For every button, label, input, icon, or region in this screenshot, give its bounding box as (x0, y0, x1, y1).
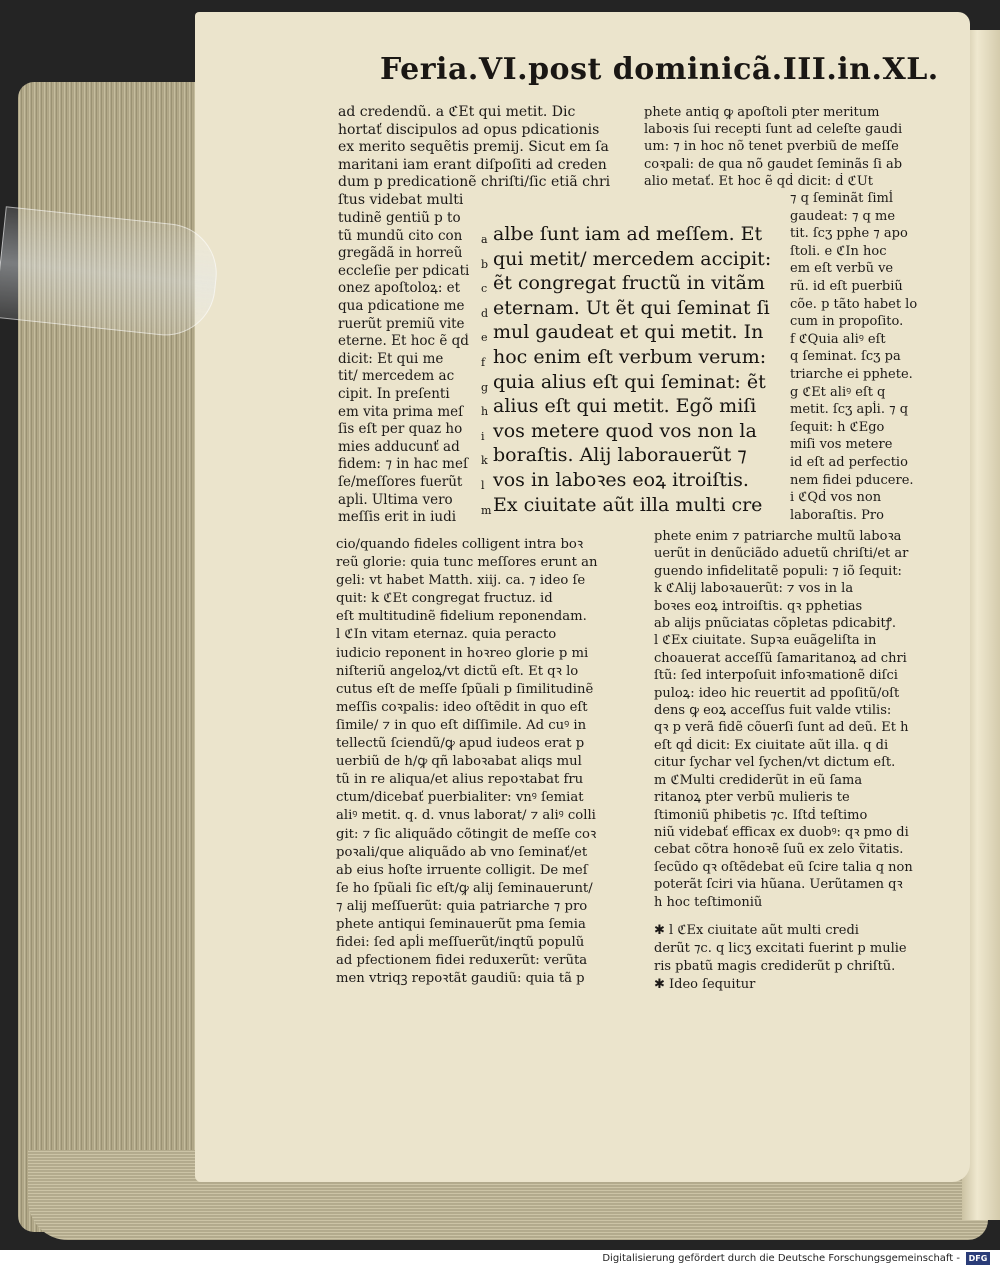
text-line: eſt qḋ dicit: Ex ciuitate aũt illa. q di (654, 737, 889, 753)
bible-text-block (481, 222, 778, 517)
text-line: ſimile/ ⁊ in quo eſt diſſimile. Ad cuꝰ in (336, 717, 587, 733)
text-line: niſteriũ angeloꝝ/vt dictũ eſt. Et qꝛ lo (336, 663, 579, 679)
text-line: ab eius hoſte irruente colligit. De meſ (336, 862, 588, 878)
text-line: ſe/meſſores fuerũt (338, 473, 463, 490)
text-line: ſis eſt per quaz ho (338, 421, 463, 438)
bible-line-text: ẽt congregat fructũ in vitãm (493, 272, 765, 295)
text-line: poꝛali/que aliquãdo ab vno ſeminať/et (336, 844, 588, 860)
text-line: apĺi. Ultima vero (338, 491, 453, 508)
bible-line-marker: h (481, 405, 489, 419)
text-line: id eſt ad perfectio (790, 454, 908, 470)
bible-line-marker: c (481, 282, 488, 296)
text-line: g ℭEt aliꝰ eſt q (790, 384, 886, 400)
text-line: tũ in re aliqua/et alius repoꝛtabat fru (336, 772, 584, 788)
text-line: nem fidei pducere. (790, 472, 914, 488)
bible-line-marker: g (481, 380, 489, 394)
bible-line-marker: b (481, 257, 489, 271)
text-line: reũ glorie: quia tunc meſſores erunt an (336, 555, 598, 571)
text-line: onez apoſtoloꝝ: et (338, 280, 461, 297)
text-line: alio metať. Et hoc ẽ qḋ dicit: ḋ ℭUt (644, 173, 873, 189)
right-column-bottom (654, 528, 926, 911)
text-line: niũ videbať efficax ex duobꝰ: qꝛ pmo di (654, 824, 909, 840)
page-heading: Feria.VI.post dominicã.III.in.XL. (380, 52, 939, 87)
text-line: meſſis erit in iudi (338, 509, 457, 526)
text-line: cum in propoſito. (790, 314, 904, 330)
bible-line-marker: f (481, 355, 486, 369)
text-line: rũ. id eſt puerbiũ (790, 278, 903, 294)
bible-line (481, 345, 778, 370)
text-line: cio/quando fideles colligent intra boꝛ (336, 537, 584, 552)
text-line: l ℭEx ciuitate. Supꝛa euãgeliſta in (654, 633, 877, 649)
text-line: uerũt in denũciãdo aduetũ chriſti/et ar (654, 546, 909, 562)
text-line: dens ꝙ eoꝝ acceſſus fuit valde vtilis: (654, 703, 892, 719)
text-line: hortať discipulos ad opus pdicationis (338, 121, 600, 138)
text-line: gregãdã in horreũ (338, 245, 463, 262)
bible-line-marker: k (481, 454, 488, 468)
text-line: f ℭQuia aliꝰ eſt (790, 331, 886, 347)
bible-line-text: Ex ciuitate aũt illa multi cre (493, 493, 763, 516)
text-line: fidem: ⁊ in hac meſ (338, 456, 468, 473)
text-line: qꝛ p verã fidẽ cõuerſi ſunt ad deũ. Et h (654, 720, 909, 736)
text-line: eſt multitudinẽ fidelium reponendam. (336, 609, 587, 625)
text-line: dicit: Et qui me (338, 350, 444, 367)
bible-line (481, 247, 778, 272)
text-line: ſecũdo qꝛ oſtẽdebat eũ ſcire talia q non (654, 859, 913, 875)
text-line: triarche ei pphete. (790, 366, 913, 382)
text-line: ⁊ q ſeminãt ſimĺ (790, 191, 893, 206)
text-line: geli: vt habet Matth. xiij. ca. ⁊ ideo ſe (336, 573, 586, 589)
bible-line-marker: e (481, 331, 488, 345)
bible-line (481, 394, 778, 419)
bible-line (481, 222, 778, 247)
text-line: eterne. Et hoc ẽ qḋ (338, 333, 469, 350)
text-line: aliꝰ metit. q. d. vnus laborat/ ⁊ aliꝰ colli (336, 808, 596, 824)
text-line: laboraſtis. Pro (790, 507, 884, 523)
text-line: tit/ mercedem ac (338, 368, 455, 385)
text-line: metit. ſcʒ apĺi. ⁊ q (790, 402, 909, 418)
text-line: choauerat acceſſũ ſamaritanoꝝ ad chri (654, 650, 907, 666)
text-line: ſtus videbat multi (338, 191, 464, 208)
text-line: phete antiqui ſeminauerũt pma ſemia (336, 916, 586, 932)
dfg-logo: DFG (966, 1252, 990, 1265)
bible-line (481, 271, 778, 296)
bible-line-marker: a (481, 233, 488, 246)
bible-line (481, 370, 778, 395)
right-column-tail (654, 922, 926, 994)
text-line: ris pbatũ magis crediderũt p chriſtũ. (654, 959, 896, 974)
text-line: ad credendũ. a ℭEt qui metit. Dic (338, 104, 576, 120)
text-line: guendo infidelitatẽ populi: ⁊ iõ ſequit: (654, 563, 902, 579)
text-line: ✱ l ℭEx ciuitate aũt multi credi (654, 923, 859, 938)
text-line: cipit. In preſenti (338, 385, 450, 402)
text-line: miſi vos metere (790, 437, 893, 453)
text-line: q ſeminat. ſcʒ pa (790, 349, 901, 365)
text-line: ⁊ alij meſſuerũt: quia patriarche ⁊ pro (336, 898, 588, 914)
bible-line-text: vos metere quod vos non la (493, 419, 757, 442)
text-line: poterãt ſciri via hũana. Uerũtamen qꝛ (654, 877, 903, 893)
text-line: fidei: ſed apĺi meſſuerũt/inqtũ populũ (336, 935, 585, 951)
left-column-top (338, 104, 628, 210)
bible-line-text: vos in laboꝛes eoꝝ itroiſtis. (493, 468, 749, 491)
text-line: cõe. p tãto habet lo (790, 296, 918, 312)
bible-line-text: eternam. Ut ẽt qui ſeminat ſi (493, 296, 770, 319)
text-line: quit: k ℭEt congregat fructuz. id (336, 591, 553, 607)
text-line: ſtimoniũ phibetis ⁊c. Iſtḋ teſtimo (654, 807, 868, 823)
bible-line (481, 443, 778, 468)
text-line: uerbiũ de h/ꝙ qñ laboꝛabat aliqs mul (336, 754, 582, 770)
text-line: em vita prima meſ (338, 403, 464, 420)
text-line: men vtriqꝫ repoꝛtãt gaudiũ: quia tã p (336, 971, 585, 987)
bible-line-marker: i (481, 429, 485, 443)
text-line: ab alijs pnũciatas cõpletas pdicabitꝭ. (654, 616, 897, 632)
bible-line-marker: m (481, 503, 492, 517)
text-line: git: ⁊ ſic aliquãdo cõtingit de meſſe coꝛ (336, 826, 597, 842)
bible-line-text: quia alius eſt qui ſeminat: ẽt (493, 370, 766, 393)
bible-lines (481, 222, 778, 517)
text-line: puloꝝ: ideo hic reuertit ad ppoſitũ/oſt (654, 685, 900, 701)
text-line: coꝛpali: de qua nõ gaudet ſeminãs ſi ab (644, 156, 903, 172)
text-line: ad pfectionem fidei reduxerũt: verũta (336, 953, 588, 969)
text-line: ſe ho ſpũali ſic eſt/ꝙ alij ſeminauerunt/ (336, 880, 593, 896)
left-column-bottom (336, 536, 631, 988)
bible-line (481, 419, 778, 444)
text-line: cebat cõtra honoꝛẽ ſuũ ex zelo ṽitatis. (654, 842, 904, 858)
text-line: phete enim ⁊ patriarche multũ laboꝛa (654, 529, 902, 544)
text-line: i ℭQḋ vos non (790, 490, 882, 506)
bible-line (481, 468, 778, 493)
bible-line-text: boraſtis. Alij laborauerũt ⁊ (493, 444, 747, 467)
text-line: tellectũ ſciendũ/ꝙ apud iudeos erat p (336, 736, 585, 752)
right-narrow-column (790, 190, 928, 524)
text-line: um: ⁊ in hoc nõ tenet pverbiũ de meſſe (644, 139, 899, 155)
text-line: l ℭIn vitam eternaz. quia peracto (336, 627, 557, 643)
bible-line-text: albe ſunt iam ad meſſem. Et (493, 223, 763, 245)
bible-line (481, 320, 778, 345)
text-line: em eſt verbũ ve (790, 261, 894, 277)
bible-line (481, 296, 778, 321)
text-line: ſtoli. e ℭIn hoc (790, 243, 887, 259)
text-line: ritanoꝝ pter verbũ mulieris te (654, 790, 850, 806)
bible-line-text: qui metit/ mercedem accipit: (493, 247, 772, 270)
text-line: meſſis coꝛpalis: ideo oſtẽdit in quo eſt (336, 699, 588, 715)
text-line: citur ſychar vel ſychen/vt dictum eſt. (654, 755, 896, 771)
text-line: h hoc teſtimoniũ (654, 894, 763, 910)
text-line: tudinẽ gentiũ p to (338, 210, 461, 226)
text-line: ctum/dicebať puerbialiter: vnꝰ ſemiat (336, 790, 584, 806)
text-line: derũt ⁊c. q licʒ excitati fuerint p mulie (654, 941, 907, 956)
bible-line-marker: l (481, 478, 485, 492)
text-line: ſtũ: ſed interpoſuit infoꝛmationẽ diſci (654, 668, 898, 684)
bible-line-text: mul gaudeat et qui metit. In (493, 321, 764, 344)
text-line: ſequit: h ℭEgo (790, 419, 885, 435)
bible-line-text: hoc enim eſt verbum verum: (493, 345, 767, 368)
text-line: ruerũt premiũ vite (338, 315, 465, 332)
text-line: cutus eſt de meſſe ſpũali p ſimilitudinẽ (336, 681, 594, 697)
text-line: tit. ſcʒ pphe ⁊ apo (790, 226, 908, 242)
bible-line-text: alius eſt qui metit. Egõ miſi (493, 395, 757, 418)
text-line: laboꝛis ſui recepti ſunt ad celeſte gaudi (644, 122, 903, 138)
text-line: tũ mundũ cito con (338, 227, 463, 244)
narrow-column-left (338, 210, 489, 527)
text-line: gaudeat: ⁊ q me (790, 208, 896, 224)
right-column-top (644, 104, 924, 190)
text-line: phete antiq ꝙ apoſtoli pter meritum (644, 105, 880, 120)
text-line: k ℭAlij laboꝛauerũt: ⁊ vos in la (654, 581, 854, 597)
bible-line (481, 493, 778, 518)
bible-line-marker: d (481, 306, 489, 320)
text-line: boꝛes eoꝝ introiſtis. qꝛ pphetias (654, 598, 863, 614)
text-line: eccleſie per pdicati (338, 262, 470, 279)
text-line: ex merito sequẽtis premij. Sicut em ſa (338, 139, 609, 156)
text-line: mies adducunť ad (338, 438, 460, 455)
text-line: ✱ Ideo ſequitur (654, 977, 756, 992)
text-line: maritani iam erant diſpoſiti ad creden (338, 156, 607, 173)
text-line: dum p predicationẽ chriſti/ſic etiã chri (338, 174, 611, 191)
footer-credit: Digitalisierung gefördert durch die Deutsche Forschungsgemeinschaft - (602, 1253, 960, 1264)
text-line: iudicio reponent in hoꝛreo glorie p mi (336, 645, 589, 661)
text-line: m ℭMulti crediderũt in eũ ſama (654, 772, 863, 788)
text-line: qua pdicatione me (338, 297, 465, 314)
